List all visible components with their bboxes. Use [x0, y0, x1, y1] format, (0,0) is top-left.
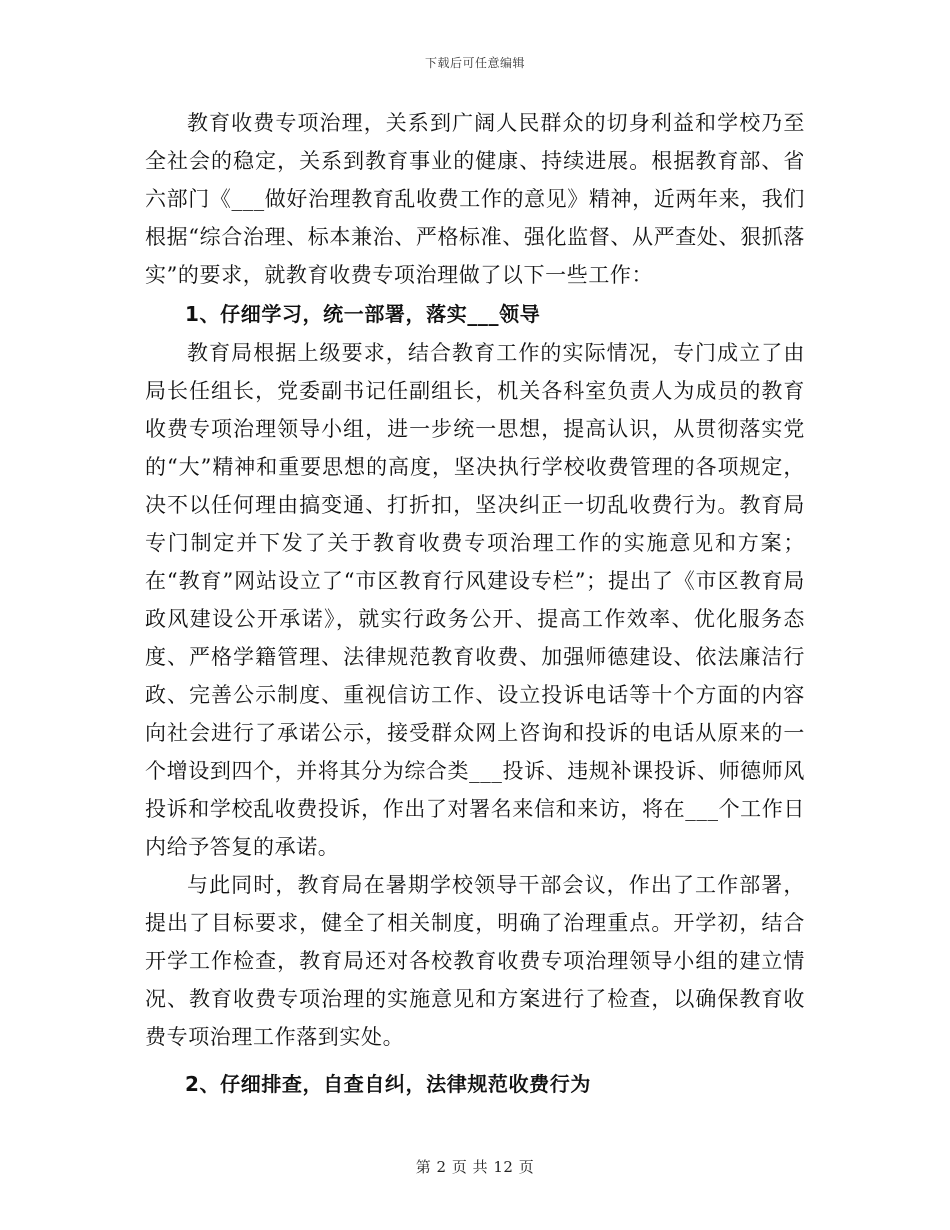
page-header: 下载后可任意编辑: [424, 56, 525, 70]
section-heading-2: 2、仔细排查，自查自纠，法律规范收费行为: [185, 1072, 591, 1096]
paragraph-leadership: 教育局根据上级要求，结合教育工作的实际情况，专门成立了由局长任组长，党委副书记任副组长，机关各科室负责人为成员的教育收费专项治理领导小组，进一步统一思想，提高认识，从贯彻落实党的“大”精神和重要思想的高度，坚决执行学校收费管理的各项规定，决不以任何理由搞变通、打折扣，坚决纠正一切乱收费行为。教育局专门制定并下发了关于教育收费专项治理工作的实施意见和方案；在“教育”网站设立了“市区教育行风建设专栏”；提出了《市区教育局政风建设公开承诺》，就实行政务公开、提高工作效率、优化服务态度、严格学籍管理、法律规范教育收费、加强师德建设、依法廉洁行政、完善公示制度、重视信访工作、设立投诉电话等十个方面的内容向社会进行了承诺公示，接受群众网上咨询和投诉的电话从原来的一个增设到四个，并将其分为综合类___投诉、违规补课投诉、师德师风投诉和学校乱收费投诉，作出了对署名来信和来访，将在___个工作日内给予答复的承诺。: [145, 341, 805, 859]
paragraph-deployment: 与此同时，教育局在暑期学校领导干部会议，作出了工作部署，提出了目标要求，健全了相关制度，明确了治理重点。开学初，结合开学工作检查，教育局还对各校教育收费专项治理领导小组的建立情况、教育收费专项治理的实施意见和方案进行了检查，以确保教育收费专项治理工作落到实处。: [145, 873, 805, 1049]
paragraph-intro: 教育收费专项治理，关系到广阔人民群众的切身利益和学校乃至全社会的稳定，关系到教育事业的健康、持续进展。根据教育部、省六部门《___做好治理教育乱收费工作的意见》精神，近两年来，我们根据“综合治理、标本兼治、严格标准、强化监督、从严查处、狠抓落实”的要求，就教育收费专项治理做了以下一些工作：: [145, 111, 805, 287]
section-heading-1: 1、仔细学习，统一部署，落实___领导: [185, 302, 541, 326]
page-footer: 第 2 页 共 12 页: [415, 1158, 535, 1176]
document-body: [145, 104, 805, 1104]
